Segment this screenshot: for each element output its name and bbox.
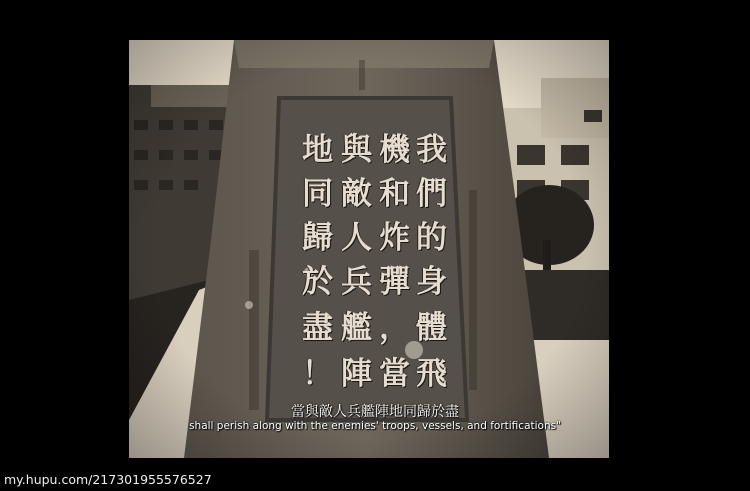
inscription-char: 炸 — [379, 220, 410, 256]
inscription-char: 彈 — [379, 264, 410, 300]
inscription-char: ！ — [302, 356, 333, 392]
inscription-char: 飛 — [416, 356, 447, 392]
inscription-char: 盡 — [302, 310, 333, 346]
inscription-char: 與 — [341, 132, 372, 168]
inscription-char: 地 — [302, 132, 333, 168]
subtitle-english: shall perish along with the enemies' troops, vessels, and fortifications" — [189, 420, 561, 432]
inscription-char: 艦 — [341, 310, 372, 346]
inscription-char: 兵 — [341, 264, 372, 300]
inscription-char: 敵 — [341, 176, 372, 212]
inscription-char: 們 — [416, 176, 447, 212]
inscription-char: 陣 — [341, 356, 372, 392]
inscription-char: 人 — [341, 220, 372, 256]
inscription-char: 體 — [416, 310, 447, 346]
watermark: my.hupu.com/217301955576527 — [4, 472, 212, 487]
inscription-char: 身 — [416, 264, 447, 300]
inscription-char: 於 — [302, 264, 333, 300]
inscription-char: ， — [379, 310, 410, 346]
inscription-char: 機 — [379, 132, 410, 168]
photo-frame — [129, 40, 609, 458]
inscription-char: 當 — [379, 356, 410, 392]
inscription-char: 我 — [416, 132, 447, 168]
inscription-char: 歸 — [302, 220, 333, 256]
inscription-char: 同 — [302, 176, 333, 212]
subtitle-chinese: 當與敵人兵艦陣地同歸於盡 — [291, 404, 459, 420]
inscription-char: 的 — [416, 220, 447, 256]
inscription-char: 和 — [379, 176, 410, 212]
